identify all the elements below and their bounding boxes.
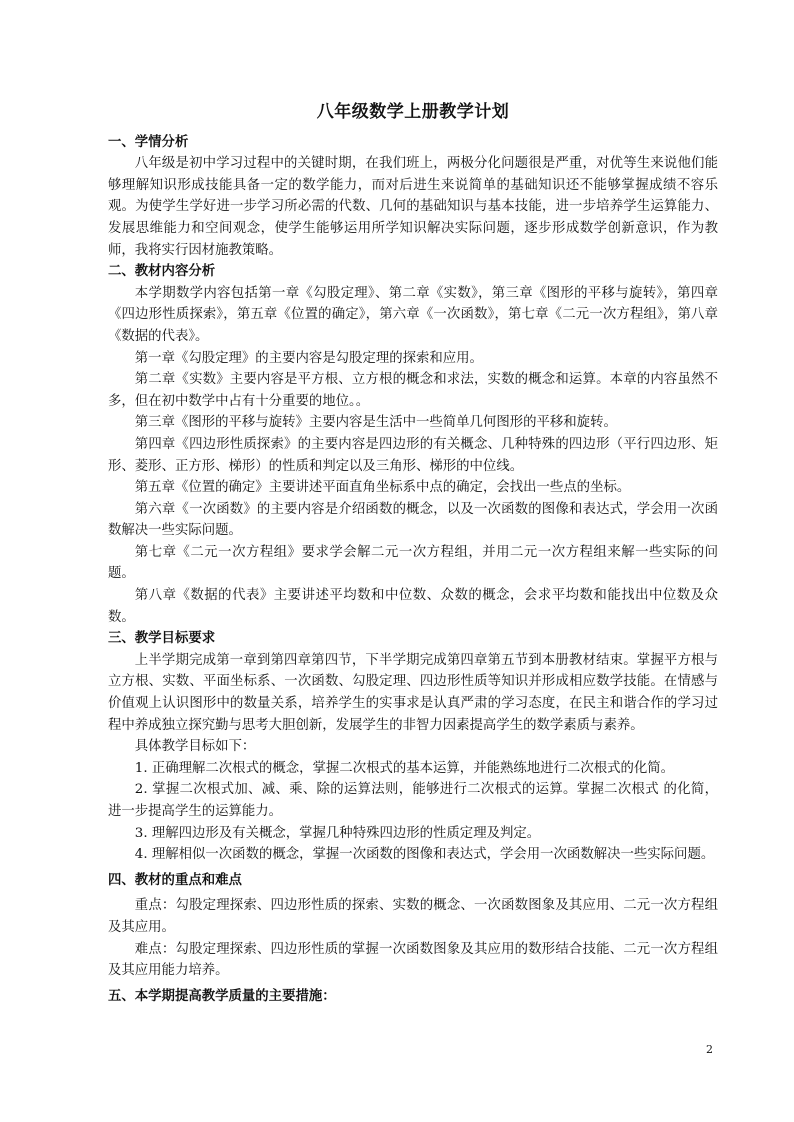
list-item: 3. 理解四边形及有关概念，掌握几种特殊四边形的性质定理及判定。 [134, 825, 541, 841]
paragraph: 第八章《数据的代表》主要讲述平均数和中位数、众数的概念，会求平均数和能找出中位数及众数。 [108, 588, 718, 625]
list-item: 2. 掌握二次根式加、减、乘、除的运算法则，能够进行二次根式的运算。掌握二次根式 的化简，进一步提高学生的运算能力。 [108, 782, 718, 819]
section-heading-5: 五、本学期提高教学质量的主要措施： [108, 987, 336, 1004]
paragraph: 第一章《勾股定理》的主要内容是勾股定理的探索和应用。 [134, 350, 483, 366]
paragraph: 第三章《图形的平移与旋转》主要内容是生活中一些简单几何图形的平移和旋转。 [134, 415, 617, 431]
paragraph: 具体教学目标如下： [134, 739, 256, 755]
paragraph: 上半学期完成第一章到第四章第四节，下半学期完成第四章第五节到本册教材结束。掌握平方根与立方根、实数、平面坐标系、一次函数、勾股定理、四边形性质等知识并形成相应数学技能。在情感与价值观上认识图形中的数量关系，培养学生的实事求是认真严肃的学习态度，在民主和谐合作的学习过程中养成独立探究勤与思考大胆创新，发展学生的非智力因素提高学生的数学素质与素养。 [108, 652, 718, 733]
document-page [108, 102, 718, 1007]
paragraph: 第四章《四边形性质探索》的主要内容是四边形的有关概念、几种特殊的四边形（平行四边形、矩形、菱形、正方形、梯形）的性质和判定以及三角形、梯形的中位线。 [108, 436, 718, 474]
paragraph: 本学期数学内容包括第一章《勾股定理》、第二章《实数》，第三章《图形的平移与旋转》，第四章《四边形性质探索》，第五章《位置的确定》，第六章《一次函数》，第七章《二元一次方程组》，第八章《数据的代表》。 [108, 285, 718, 344]
paragraph: 八年级是初中学习过程中的关键时期，在我们班上，两极分化问题很是严重，对优等生来说他们能够理解知识形成技能具备一定的数学能力，而对后进生来说简单的基础知识还不能够掌握成绩不容乐观。为使学生学好进一步学习所必需的代数、几何的基础知识与基本技能，进一步培养学生运算能力、发展思维能力和空间观念，使学生能够运用所学知识解决实际问题，逐步形成数学创新意识，作为教师，我将实行因材施教策略。 [108, 156, 718, 258]
list-item: 4. 理解相似一次函数的概念，掌握一次函数的图像和表达式，学会用一次函数解决一些实际问题。 [134, 847, 715, 863]
section-heading-4: 四、教材的重点和难点 [108, 871, 242, 888]
page-title: 八年级数学上册教学计划 [316, 102, 510, 122]
paragraph: 第五章《位置的确定》主要讲述平面直角坐标系中点的确定，会找出一些点的坐标。 [134, 480, 631, 496]
paragraph: 难点：勾股定理探索、四边形性质的掌握一次函数图象及其应用的数形结合技能、二元一次方程组及其应用能力培养。 [108, 941, 718, 979]
section-heading-3: 三、教学目标要求 [108, 630, 216, 647]
paragraph: 第七章《二元一次方程组》要求学会解二元一次方程组，并用二元一次方程组来解一些实际的问题。 [108, 544, 718, 582]
section-heading-2: 二、教材内容分析 [108, 263, 216, 280]
list-item: 1. 正确理解二次根式的概念，掌握二次根式的基本运算，并能熟练地进行二次根式的化简。 [134, 760, 675, 776]
paragraph: 第六章《一次函数》的主要内容是介绍函数的概念，以及一次函数的图像和表达式，学会用一次函数解决一些实际问题。 [108, 501, 718, 539]
page-number: 2 [706, 1043, 713, 1056]
paragraph: 重点：勾股定理探索、四边形性质的探索、实数的概念、一次函数图象及其应用、二元一次方程组及其应用。 [108, 898, 718, 935]
paragraph: 第二章《实数》主要内容是平方根、立方根的概念和求法，实数的概念和运算。本章的内容虽然不多，但在初中数学中占有十分重要的地位。。 [108, 372, 718, 409]
section-heading-1: 一、学情分析 [108, 133, 189, 150]
